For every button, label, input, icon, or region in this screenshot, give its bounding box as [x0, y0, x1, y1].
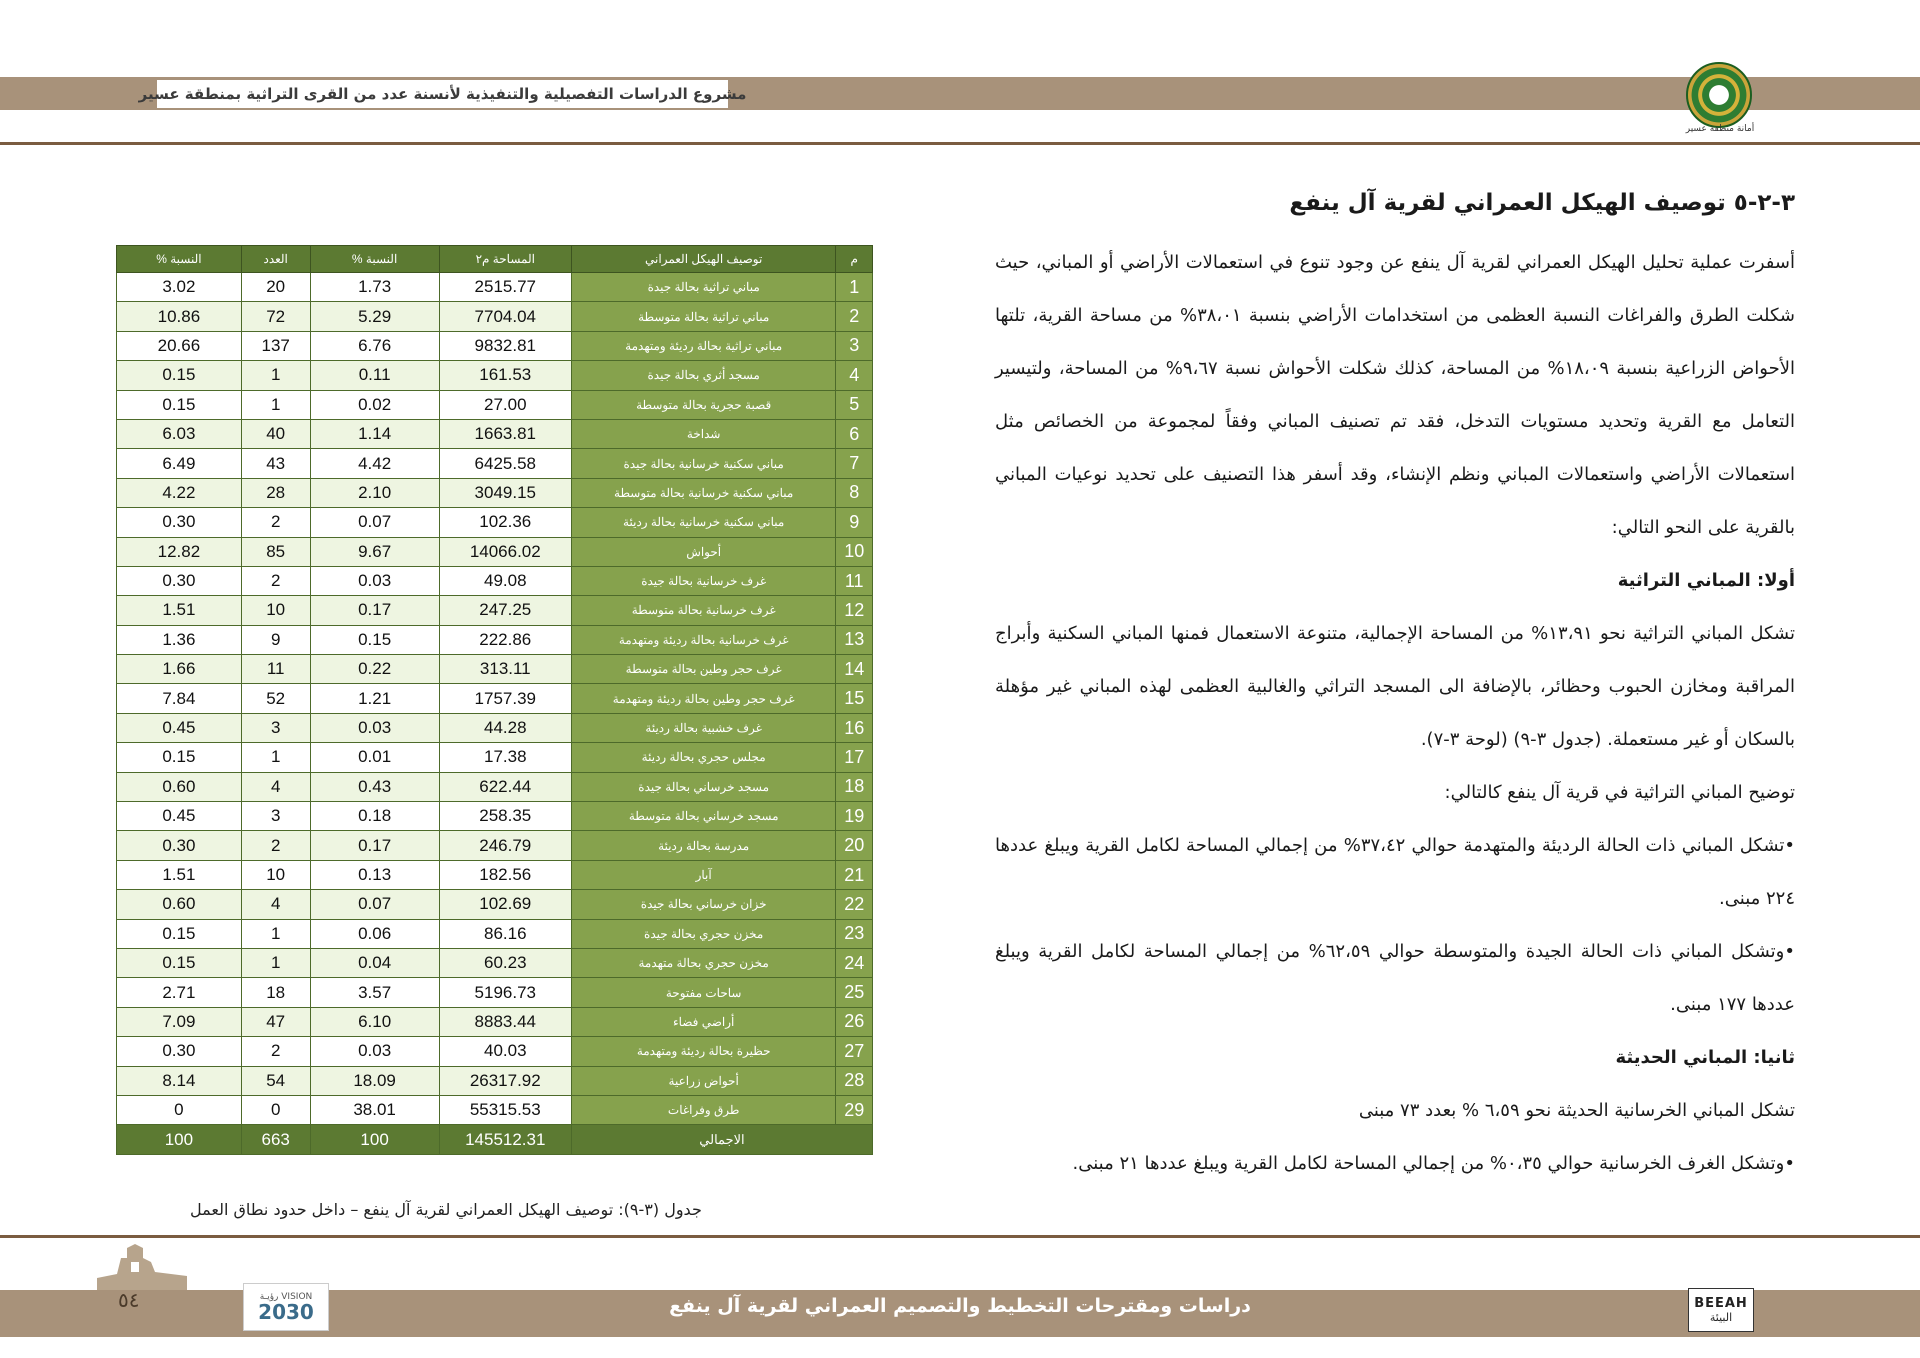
row-description: مدرسة بحالة رديئة [571, 831, 836, 860]
vision-2030-logo [243, 1283, 329, 1331]
row-count: 3 [241, 713, 310, 742]
row-area-percent: 1.73 [310, 273, 439, 302]
row-count: 10 [241, 860, 310, 889]
heritage-subheading: توضيح المباني التراثية في قرية آل ينفع كالتالي: [1444, 782, 1795, 803]
row-count: 18 [241, 978, 310, 1007]
table-row [117, 478, 873, 507]
row-count-percent: 0.15 [117, 919, 242, 948]
row-area: 14066.02 [439, 537, 571, 566]
table-row [117, 948, 873, 977]
table-total-row [117, 1125, 873, 1154]
row-description: مسجد خرساني بحالة جيدة [571, 772, 836, 801]
row-area-percent: 1.21 [310, 684, 439, 713]
row-count: 1 [241, 948, 310, 977]
table-row [117, 919, 873, 948]
row-index: 7 [836, 449, 873, 478]
table-caption: جدول (٣-٩): توصيف الهيكل العمراني لقرية آل ينفع – داخل حدود نطاق العمل [190, 1200, 702, 1219]
row-description: أحواش [571, 537, 836, 566]
row-description: مباني تراثية بحالة جيدة [571, 273, 836, 302]
row-index: 10 [836, 537, 873, 566]
row-count: 1 [241, 919, 310, 948]
row-index: 1 [836, 273, 873, 302]
row-area: 44.28 [439, 713, 571, 742]
row-index: 28 [836, 1066, 873, 1095]
row-count-percent: 0.15 [117, 390, 242, 419]
row-description: غرف خشبية بحالة رديئة [571, 713, 836, 742]
row-description: مسجد خرساني بحالة متوسطة [571, 802, 836, 831]
row-count-percent: 1.66 [117, 655, 242, 684]
row-index: 3 [836, 331, 873, 360]
modern-heading: ثانيا: المباني الحديثة [1615, 1047, 1795, 1068]
row-description: مسجد أثري بحالة جيدة [571, 361, 836, 390]
col-header-area-percent: النسبة % [310, 246, 439, 273]
row-description: مخزن حجري بحالة جيدة [571, 919, 836, 948]
row-area: 247.25 [439, 596, 571, 625]
col-header-area: المساحة م٢ [439, 246, 571, 273]
row-index: 16 [836, 713, 873, 742]
row-description: أراضي فضاء [571, 1007, 836, 1036]
section-title: ٣-٢-٥ توصيف الهيكل العمراني لقرية آل ينفع [1289, 190, 1795, 216]
row-area-percent: 3.57 [310, 978, 439, 1007]
col-header-count: العدد [241, 246, 310, 273]
row-index: 19 [836, 802, 873, 831]
logo-caption: أمانة منطقة عسير [1685, 124, 1755, 134]
row-count: 2 [241, 508, 310, 537]
row-area: 102.69 [439, 890, 571, 919]
table-row [117, 743, 873, 772]
row-count: 4 [241, 890, 310, 919]
table-row [117, 978, 873, 1007]
row-area: 8883.44 [439, 1007, 571, 1036]
row-description: أحواض زراعية [571, 1066, 836, 1095]
row-area: 60.23 [439, 948, 571, 977]
row-description: مباني سكنية خرسانية بحالة متوسطة [571, 478, 836, 507]
row-count: 20 [241, 273, 310, 302]
row-index: 26 [836, 1007, 873, 1036]
urban-structure-table [116, 245, 873, 1155]
row-area: 1663.81 [439, 419, 571, 448]
row-area: 102.36 [439, 508, 571, 537]
row-index: 24 [836, 948, 873, 977]
row-area-percent: 0.01 [310, 743, 439, 772]
row-area-percent: 9.67 [310, 537, 439, 566]
table-row [117, 419, 873, 448]
row-count-percent: 0.60 [117, 772, 242, 801]
bullet-concrete-rooms: •وتشكل الغرف الخرسانية حوالي ٠،٣٥% من إجمالي المساحة لكامل القرية ويبلغ عددها ٢١ مبنى. [1072, 1153, 1795, 1174]
table-row [117, 390, 873, 419]
row-count-percent: 1.51 [117, 596, 242, 625]
row-area: 49.08 [439, 566, 571, 595]
row-count: 40 [241, 419, 310, 448]
row-description: قصبة حجرية بحالة متوسطة [571, 390, 836, 419]
table-row [117, 831, 873, 860]
row-index: 14 [836, 655, 873, 684]
row-description: مجلس حجري بحالة رديئة [571, 743, 836, 772]
table-row [117, 596, 873, 625]
row-count-percent: 0.30 [117, 508, 242, 537]
row-area-percent: 0.03 [310, 713, 439, 742]
row-count: 10 [241, 596, 310, 625]
table-row [117, 566, 873, 595]
row-count: 85 [241, 537, 310, 566]
row-index: 5 [836, 390, 873, 419]
row-area-percent: 0.17 [310, 831, 439, 860]
asir-municipality-logo-icon [1686, 62, 1752, 128]
table-row [117, 449, 873, 478]
row-area: 55315.53 [439, 1095, 571, 1124]
total-area: 145512.31 [439, 1125, 571, 1154]
row-count-percent: 0.30 [117, 831, 242, 860]
row-area-percent: 0.11 [310, 361, 439, 390]
row-count-percent: 0.15 [117, 361, 242, 390]
row-description: مباني سكنية خرسانية بحالة رديئة [571, 508, 836, 537]
row-count-percent: 8.14 [117, 1066, 242, 1095]
vision-year: 2030 [258, 1300, 314, 1324]
row-description: مخزن حجري بحالة متهدمة [571, 948, 836, 977]
row-count: 11 [241, 655, 310, 684]
col-header-description: توصيف الهيكل العمراني [571, 246, 836, 273]
row-area: 182.56 [439, 860, 571, 889]
row-area-percent: 0.03 [310, 1037, 439, 1066]
row-area-percent: 38.01 [310, 1095, 439, 1124]
row-area: 86.16 [439, 919, 571, 948]
row-count-percent: 3.02 [117, 273, 242, 302]
row-count-percent: 2.71 [117, 978, 242, 1007]
row-count: 1 [241, 361, 310, 390]
row-description: غرف خرسانية بحالة جيدة [571, 566, 836, 595]
row-area-percent: 0.04 [310, 948, 439, 977]
row-count-percent: 7.09 [117, 1007, 242, 1036]
row-count-percent: 7.84 [117, 684, 242, 713]
row-description: غرف خرسانية بحالة متوسطة [571, 596, 836, 625]
row-count-percent: 1.36 [117, 625, 242, 654]
row-area-percent: 6.10 [310, 1007, 439, 1036]
row-area: 9832.81 [439, 331, 571, 360]
row-count: 2 [241, 566, 310, 595]
row-count-percent: 10.86 [117, 302, 242, 331]
col-header-count-percent: النسبة % [117, 246, 242, 273]
row-count: 2 [241, 1037, 310, 1066]
row-index: 4 [836, 361, 873, 390]
row-area-percent: 6.76 [310, 331, 439, 360]
row-index: 8 [836, 478, 873, 507]
row-count-percent: 6.49 [117, 449, 242, 478]
row-area-percent: 0.07 [310, 890, 439, 919]
row-area-percent: 0.18 [310, 802, 439, 831]
row-index: 21 [836, 860, 873, 889]
row-count: 52 [241, 684, 310, 713]
row-count: 28 [241, 478, 310, 507]
bullet-good-buildings: •وتشكل المباني ذات الحالة الجيدة والمتوسطة حوالي ٦٢،٥٩% من إجمالي المساحة لكامل القرية ويبلغ عددها ١٧٧ مبنى. [995, 941, 1795, 1015]
row-count: 137 [241, 331, 310, 360]
beeah-logo-en: BEEAH [1694, 1296, 1748, 1311]
row-count: 47 [241, 1007, 310, 1036]
row-index: 2 [836, 302, 873, 331]
total-area-percent: 100 [310, 1125, 439, 1154]
row-area-percent: 18.09 [310, 1066, 439, 1095]
row-area-percent: 0.02 [310, 390, 439, 419]
row-count: 1 [241, 390, 310, 419]
row-count-percent: 20.66 [117, 331, 242, 360]
row-index: 20 [836, 831, 873, 860]
beeah-logo [1688, 1288, 1754, 1332]
row-area-percent: 0.03 [310, 566, 439, 595]
row-count: 72 [241, 302, 310, 331]
row-area-percent: 0.13 [310, 860, 439, 889]
table-row [117, 273, 873, 302]
row-index: 13 [836, 625, 873, 654]
row-count-percent: 0.15 [117, 948, 242, 977]
row-count-percent: 12.82 [117, 537, 242, 566]
table-row [117, 860, 873, 889]
table-header-row [117, 246, 873, 273]
footer-title: دراسات ومقترحات التخطيط والتصميم العمراني لقرية آل ينفع [669, 1295, 1251, 1317]
row-area-percent: 5.29 [310, 302, 439, 331]
total-count-percent: 100 [117, 1125, 242, 1154]
row-area-percent: 0.06 [310, 919, 439, 948]
table-row [117, 1007, 873, 1036]
row-area-percent: 1.14 [310, 419, 439, 448]
table-row [117, 361, 873, 390]
row-area: 222.86 [439, 625, 571, 654]
row-area-percent: 0.15 [310, 625, 439, 654]
table-row [117, 713, 873, 742]
table-row [117, 537, 873, 566]
table-row [117, 625, 873, 654]
row-index: 29 [836, 1095, 873, 1124]
row-description: مباني تراثية بحالة متوسطة [571, 302, 836, 331]
row-description: آبار [571, 860, 836, 889]
row-area: 27.00 [439, 390, 571, 419]
table-row [117, 508, 873, 537]
total-label: الاجمالي [571, 1125, 872, 1154]
section-body [995, 190, 1795, 1190]
row-index: 27 [836, 1037, 873, 1066]
heritage-paragraph: تشكل المباني التراثية نحو ١٣،٩١% من المساحة الإجمالية، متنوعة الاستعمال فمنها المباني السكنية وأبراج المراقبة ومخازن الحبوب وحظائر، بالإضافة الى المسجد التراثي والغالبية العظمى لهذه المباني غير مؤهلة بالسكان أو غير مستعملة. (جدول ٣-٩) (لوحة ٣-٧). [995, 623, 1795, 750]
table-row [117, 772, 873, 801]
row-area: 40.03 [439, 1037, 571, 1066]
row-area: 161.53 [439, 361, 571, 390]
row-area: 17.38 [439, 743, 571, 772]
row-area: 2515.77 [439, 273, 571, 302]
row-count-percent: 6.03 [117, 419, 242, 448]
row-count-percent: 0.30 [117, 1037, 242, 1066]
heritage-castle-icon [97, 1238, 187, 1290]
row-area-percent: 0.17 [310, 596, 439, 625]
table-row [117, 1095, 873, 1124]
row-index: 23 [836, 919, 873, 948]
row-index: 12 [836, 596, 873, 625]
row-description: حظيرة بحالة رديئة ومتهدمة [571, 1037, 836, 1066]
intro-paragraph: أسفرت عملية تحليل الهيكل العمراني لقرية آل ينفع عن وجود تنوع في استعمالات الأراضي أو المباني، حيث شكلت الطرق والفراغات النسبة العظمى من استخدامات الأراضي بنسبة ٣٨،٠١% من مساحة القرية، تلتها الأحواض الزراعية بنسبة ١٨،٠٩% من المساحة، كذلك شكلت الأحواش نسبة ٩،٦٧% من المساحة، ولتيسير التعامل مع القرية وتحديد مستويات التدخل، فقد تم تصنيف المباني وفقاً لمجموعة من الخصائص مثل استعمالات الأراضي واستعمالات المباني ونظم الإنشاء، وقد أسفر هذا التصنيف على تحديد نوعيات المباني بالقرية على النحو التالي: [995, 252, 1795, 538]
row-area-percent: 2.10 [310, 478, 439, 507]
row-count-percent: 0.60 [117, 890, 242, 919]
table-row [117, 890, 873, 919]
row-index: 22 [836, 890, 873, 919]
row-count: 43 [241, 449, 310, 478]
row-area-percent: 4.42 [310, 449, 439, 478]
row-description: طرق وفراغات [571, 1095, 836, 1124]
row-count: 2 [241, 831, 310, 860]
row-index: 6 [836, 419, 873, 448]
beeah-logo-ar: البيئة [1709, 1311, 1733, 1324]
row-index: 18 [836, 772, 873, 801]
row-count: 0 [241, 1095, 310, 1124]
col-header-index: م [836, 246, 873, 273]
row-count: 9 [241, 625, 310, 654]
row-count-percent: 1.51 [117, 860, 242, 889]
row-count-percent: 4.22 [117, 478, 242, 507]
row-area: 6425.58 [439, 449, 571, 478]
row-index: 15 [836, 684, 873, 713]
table-row [117, 1037, 873, 1066]
row-index: 11 [836, 566, 873, 595]
table-row [117, 331, 873, 360]
row-description: غرف حجر وطين بحالة رديئة ومتهدمة [571, 684, 836, 713]
row-description: شداخة [571, 419, 836, 448]
row-count-percent: 0.15 [117, 743, 242, 772]
row-area: 3049.15 [439, 478, 571, 507]
modern-paragraph: تشكل المباني الخرسانية الحديثة نحو ٦،٥٩ % بعدد ٧٣ مبنى [1358, 1100, 1795, 1121]
page-number: ٥٤ [118, 1288, 140, 1312]
row-description: مباني تراثية بحالة رديئة ومتهدمة [571, 331, 836, 360]
row-area-percent: 0.07 [310, 508, 439, 537]
bullet-poor-buildings: •تشكل المباني ذات الحالة الرديئة والمتهدمة حوالي ٣٧،٤٢% من إجمالي المساحة لكامل القرية ويبلغ عددها ٢٢٤ مبنى. [995, 835, 1796, 909]
row-description: ساحات مفتوحة [571, 978, 836, 1007]
row-description: غرف حجر وطين بحالة متوسطة [571, 655, 836, 684]
row-count-percent: 0.45 [117, 713, 242, 742]
row-count: 1 [241, 743, 310, 772]
row-area-percent: 0.22 [310, 655, 439, 684]
row-area: 7704.04 [439, 302, 571, 331]
row-description: مباني سكنية خرسانية بحالة جيدة [571, 449, 836, 478]
row-area: 246.79 [439, 831, 571, 860]
row-area: 1757.39 [439, 684, 571, 713]
table-row [117, 802, 873, 831]
row-index: 17 [836, 743, 873, 772]
heritage-heading: أولا: المباني التراثية [1617, 570, 1795, 591]
project-title: مشروع الدراسات التفصيلية والتنفيذية لأنسنة عدد من القرى التراثية بمنطقة عسير [156, 79, 729, 109]
row-index: 9 [836, 508, 873, 537]
total-count: 663 [241, 1125, 310, 1154]
table-row [117, 1066, 873, 1095]
row-count: 3 [241, 802, 310, 831]
vision-label: VISION رؤيـة [259, 1292, 313, 1302]
row-count-percent: 0.45 [117, 802, 242, 831]
row-description: خزان خرساني بحالة جيدة [571, 890, 836, 919]
table-row [117, 684, 873, 713]
row-area: 622.44 [439, 772, 571, 801]
row-description: غرف خرسانية بحالة رديئة ومتهدمة [571, 625, 836, 654]
row-area: 5196.73 [439, 978, 571, 1007]
row-area-percent: 0.43 [310, 772, 439, 801]
row-count-percent: 0 [117, 1095, 242, 1124]
row-count-percent: 0.30 [117, 566, 242, 595]
table-row [117, 302, 873, 331]
table-row [117, 655, 873, 684]
row-area: 313.11 [439, 655, 571, 684]
row-area: 26317.92 [439, 1066, 571, 1095]
row-count: 54 [241, 1066, 310, 1095]
row-area: 258.35 [439, 802, 571, 831]
header-divider [0, 142, 1920, 145]
footer-divider [0, 1235, 1920, 1238]
row-count: 4 [241, 772, 310, 801]
row-index: 25 [836, 978, 873, 1007]
